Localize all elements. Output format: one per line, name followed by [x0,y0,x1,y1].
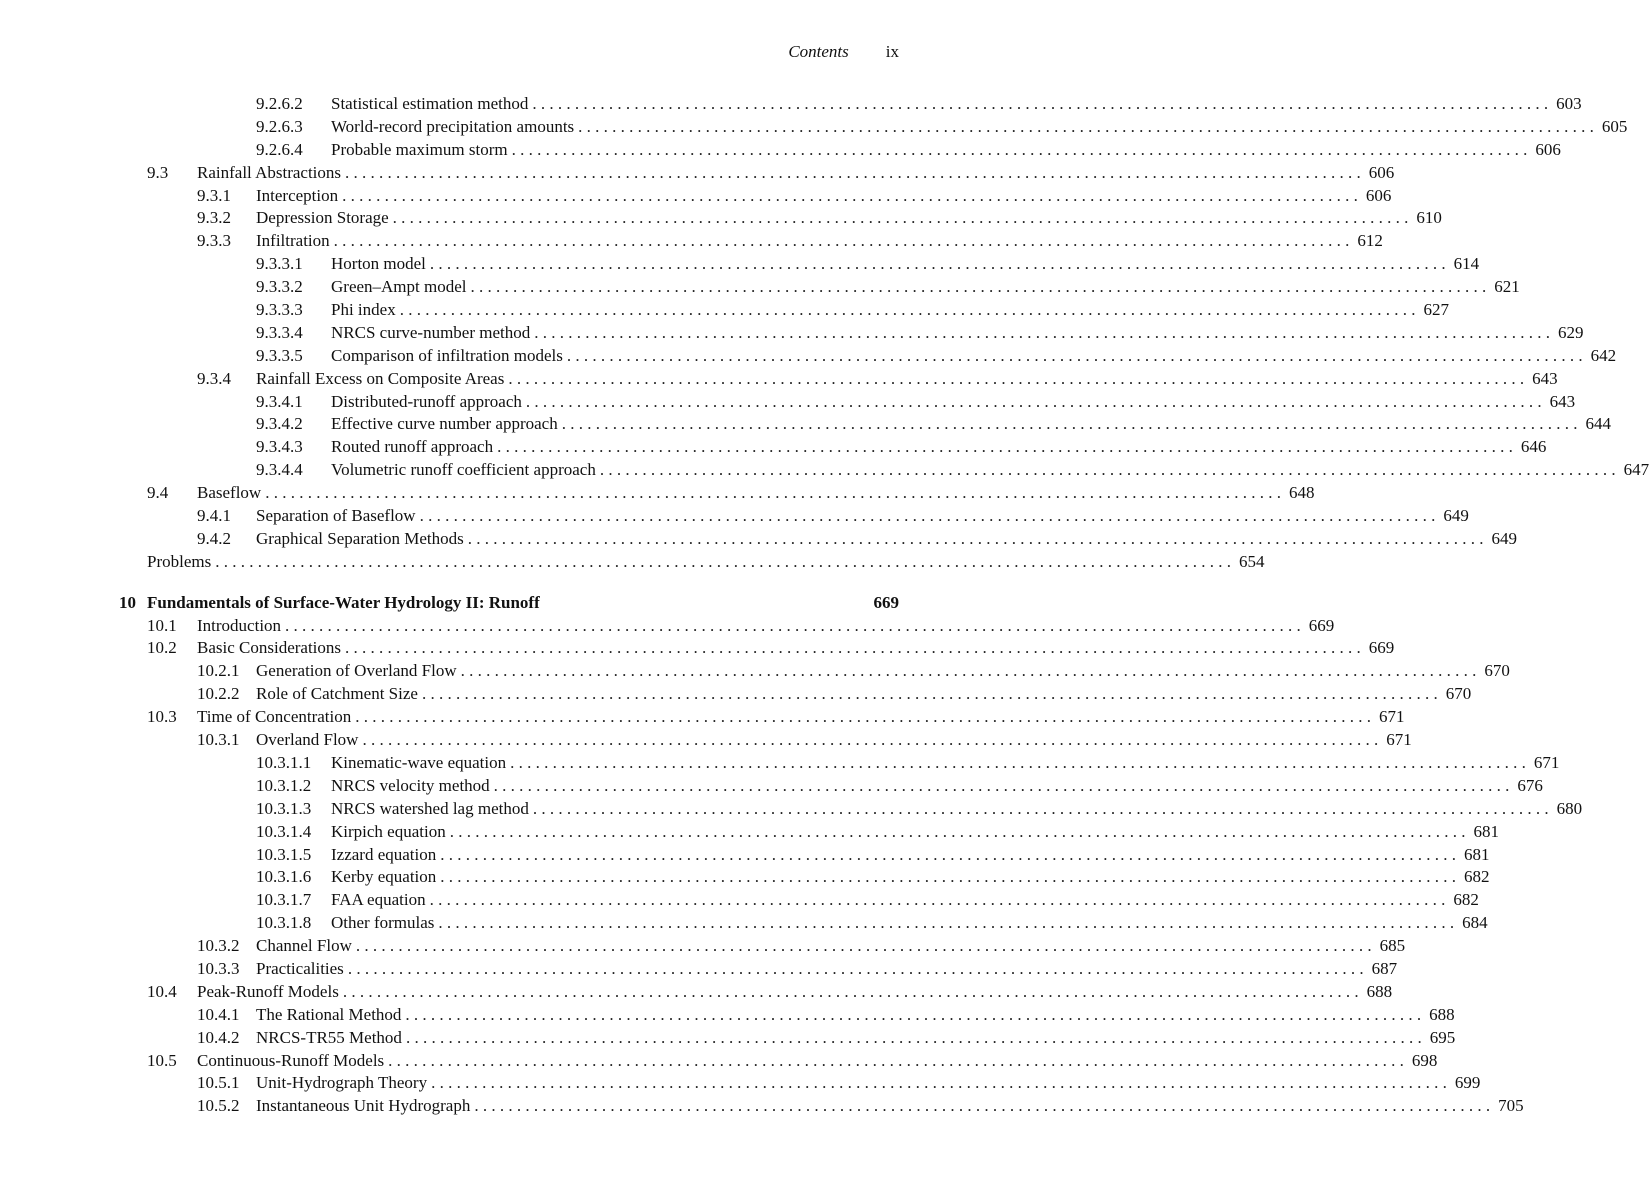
toc-entry-number: 9.3.3.3 [256,300,303,320]
toc-entry-page: 670 [1445,684,1472,704]
dot-leader: . . . . . . . . . . . . . . . . . . . . . . . . . . . . . . . . . . . . . . . . . . . . . . . . . . . . . . . . . . . . . . . . . . . . . . . . . . . . . . . . . . . . . . . . . . . . . . . . . . . . . . . . . . . . . . . . . . . . . . . . [405,1004,1422,1024]
toc-entry[interactable] [0,93,1582,116]
dot-leader: . . . . . . . . . . . . . . . . . . . . . . . . . . . . . . . . . . . . . . . . . . . . . . . . . . . . . . . . . . . . . . . . . . . . . . . . . . . . . . . . . . . . . . . . . . . . . . . . . . . . . . . . . . . . . . . . . . . . . . . . [510,752,1526,772]
toc-entry-number: 10.2.1 [197,661,240,681]
toc-entry-number: 10 [119,592,136,612]
toc-entry-number: 10.3.1.4 [256,821,312,841]
toc-entry-number: 10.3.1.6 [256,867,312,887]
toc-entry-page: 688 [1366,981,1393,1001]
toc-entry[interactable] [0,683,1472,706]
toc-entry-number: 10.4 [147,981,177,1001]
toc-entry-title: Phi index [331,299,400,322]
toc-entry-number: 10.2 [147,638,177,658]
toc-entry-page: 680 [1556,798,1583,818]
toc-entry-number: 9.3.3.2 [256,277,303,297]
toc-entry-title: NRCS curve-number method [331,322,534,345]
toc-entry-page: 671 [1386,730,1412,750]
toc-entry[interactable] [0,413,1611,436]
toc-entry-title: Generation of Overland Flow [256,660,461,683]
toc-entry-page: 654 [1238,551,1265,571]
toc-entry[interactable] [0,139,1561,162]
toc-entry[interactable] [0,775,1543,798]
toc-entry[interactable] [0,821,1499,844]
toc-entry[interactable] [0,660,1510,683]
toc-entry-number: 9.3 [147,162,169,182]
toc-entry-page: 610 [1416,208,1442,228]
toc-entry-page: 682 [1464,867,1490,887]
toc-entry-title: Interception [256,185,342,208]
toc-entry-title: Peak-Runoff Models [197,981,343,1004]
toc-entry-page: 671 [1379,707,1405,727]
dot-leader: . . . . . . . . . . . . . . . . . . . . . . . . . . . . . . . . . . . . . . . . . . . . . . . . . . . . . . . . . . . . . . . . . . . . . . . . . . . . . . . . . . . . . . . . . . . . . . . . . . . . . . . . . . . . . . . . . . . . . . . . [429,890,1446,910]
running-header [788,42,899,62]
toc-entry-title: Infiltration [256,230,334,253]
toc-entry-page: 685 [1379,936,1406,956]
toc-entry-number: 9.2.6.3 [256,116,303,136]
dot-leader: . . . . . . . . . . . . . . . . . . . . . . . . . . . . . . . . . . . . . . . . . . . . . . . . . . . . . . . . . . . . . . . . . . . . . . . . . . . . . . . . . . . . . . . . . . . . . . . . . . . . . . . . . . . . . . . . . . . . . . . . [388,1050,1404,1070]
dot-leader: . . . . . . . . . . . . . . . . . . . . . . . . . . . . . . . . . . . . . . . . . . . . . . . . . . . . . . . . . . . . . . . . . . . . . . . . . . . . . . . . . . . . . . . . . . . . . . . . . . . . . . . . . . . . . . . . . . . . . . . . [460,661,1477,681]
toc-entry-title: Routed runoff approach [331,436,497,459]
toc-entry[interactable] [0,207,1442,230]
toc-entry[interactable] [0,912,1488,935]
dot-leader: . . . . . . . . . . . . . . . . . . . . . . . . . . . . . . . . . . . . . . . . . . . . . . . . . . . . . . . . . . . . . . . . . . . . . . . . . . . . . . . . . . . . . . . . . . . . . . . . . . . . . . . . . . . . . . . . . . . . . . . . [392,208,1409,228]
dot-leader: . . . . . . . . . . . . . . . . . . . . . . . . . . . . . . . . . . . . . . . . . . . . . . . . . . . . . . . . . . . . . . . . . . . . . . . . . . . . . . . . . . . . . . . . . . . . . . . . . . . . . . . . . . . . . . . . . . . . . . . . [561,414,1578,434]
toc-entry-number: 9.3.1 [197,185,231,205]
table-of-contents [0,93,1649,1118]
toc-entry[interactable] [0,958,1398,981]
toc-entry-page: 606 [1365,185,1392,205]
dot-leader: . . . . . . . . . . . . . . . . . . . . . . . . . . . . . . . . . . . . . . . . . . . . . . . . . . . . . . . . . . . . . . . . . . . . . . . . . . . . . . . . . . . . . . . . . . . . . . . . . . . . . . . . . . . . . . . . . . . . . . . . [508,368,1525,388]
toc-entry-number: 10.4.2 [197,1027,240,1047]
toc-entry-number: 10.3 [147,707,177,727]
toc-entry[interactable] [0,844,1490,867]
dot-leader: . . . . . . . . . . . . . . . . . . . . . . . . . . . . . . . . . . . . . . . . . . . . . . . . . . . . . . . . . . . . . . . . . . . . . . . . . . . . . . . . . . . . . . . . . . . . . . . . . . . . . . . . . . . . . . . . . . . . . . . . [493,775,1510,795]
toc-entry-page: 648 [1288,483,1315,503]
toc-entry-page: 649 [1443,506,1469,526]
toc-entry-title: Izzard equation [331,844,440,867]
toc-entry[interactable] [0,253,1480,276]
toc-entry-number: 9.3.4.2 [256,414,303,434]
dot-leader: . . . . . . . . . . . . . . . . . . . . . . . . . . . . . . . . . . . . . . . . . . . . . . . . . . . . . . . . . . . . . . . . . . . . . . . . . . . . . . . . . . . . . . . . . . . . . . . . . . . . . . . . . . . . . . . . . . . . . . . . [355,936,1372,956]
toc-entry-title: Statistical estimation method [331,93,532,116]
toc-entry-number: 9.2.6.4 [256,139,303,159]
dot-leader: . . . . . . . . . . . . . . . . . . . . . . . . . . . . . . . . . . . . . . . . . . . . . . . . . . . . . . . . . . . . . . . . . . . . . . . . . . . . . . . . . . . . . . . . . . . . . . . . . . . . . . . . . . . . . . . . . . . . . . . . [532,94,1549,113]
toc-entry-page: 614 [1453,254,1480,274]
toc-entry-title: Green–Ampt model [331,276,471,299]
toc-entry[interactable] [0,322,1584,345]
toc-entry-number: 9.3.2 [197,208,231,228]
toc-entry-page: 669 [873,592,899,612]
dot-leader: . . . . . . . . . . . . . . . . . . . . . . . . . . . . . . . . . . . . . . . . . . . . . . . . . . . . . . . . . . . . . . . . . . . . . . . . . . . . . . . . . . . . . . . . . . . . . . . . . . . . . . . . . . . . . . . . . . . . . . . . [470,277,1487,297]
toc-entry[interactable] [0,889,1479,912]
toc-entry-title: Kinematic-wave equation [331,752,510,775]
dot-leader: . . . . . . . . . . . . . . . . . . . . . . . . . . . . . . . . . . . . . . . . . . . . . . . . . . . . . . . . . . . . . . . . . . . . . . . . . . . . . . . . . . . . . . . . . . . . . . . . . . . . . . . . . . . . . . . . . . . . . . . . [438,913,1455,933]
toc-entry-page: 642 [1590,345,1617,365]
toc-entry-title: NRCS velocity method [331,775,494,798]
dot-leader: . . . . . . . . . . . . . . . . . . . . . . . . . . . . . . . . . . . . . . . . . . . . . . . . . . . . . . . . . . . . . . . . . . . . . . . . . . . . . . . . . . . . . . . . . . . . . . . . . . . . . . . . . . . . . . . . . . . . . . . . [399,300,1416,320]
dot-leader: . . . . . . . . . . . . . . . . . . . . . . . . . . . . . . . . . . . . . . . . . . . . . . . . . . . . . . . . . . . . . . . . . . . . . . . . . . . . . . . . . . . . . . . . . . . . . . . . . . . . . . . . . . . . . . . . . . . . . . . . [345,162,1361,182]
toc-entry-number: 10.3.1.3 [256,798,312,818]
toc-entry-number: 9.2.6.2 [256,94,303,113]
dot-leader: . . . . . . . . . . . . . . . . . . . . . . . . . . . . . . . . . . . . . . . . . . . . . . . . . . . . . . . . . . . . . . . . . . . . . . . . . . . . . . . . . . . . . . . . . . . . . . . . . . . . . . . . . . . . . . . . . . . . . . . . [511,139,1528,159]
toc-entry[interactable] [0,391,1576,414]
toc-entry-number: 10.3.3 [197,958,240,978]
dot-leader: . . . . . . . . . . . . . . . . . . . . . . . . . . . . . . . . . . . . . . . . . . . . . . . . . . . . . . . . . . . . . . . . . . . . . . . . . . . . . . . . . . . . . . . . . . . . . . . . . . . . . . . . . . . . . . . . . . . . . . . . [449,821,1466,841]
toc-entry[interactable] [0,230,1383,253]
toc-entry[interactable] [0,1072,1481,1095]
toc-entry[interactable] [0,752,1560,775]
toc-entry-page: 688 [1429,1004,1455,1024]
dot-leader: . . . . . . . . . . . . . . . . . . . . . . . . . . . . . . . . . . . . . . . . . . . . . . . . . . . . . . . . . . . . . . . . . . . . . . . . . . . . . . . . . . . . . . . . . . . . . . . . . . . . . . . . . . . . . . . . . . . . . . . . [431,1073,1447,1093]
dot-leader: . . . . . . . . . . . . . . . . . . . . . . . . . . . . . . . . . . . . . . . . . . . . . . . . . . . . . . . . . . . . . . . . . . . . . . . . . . . . . . . . . . . . . . . . . . . . . . . . . . . . . . . . . . . . . . . . . . . . . . . . [265,483,1281,503]
dot-leader: . . . . . . . . . . . . . . . . . . . . . . . . . . . . . . . . . . . . . . . . . . . . . . . . . . . . . . . . . . . . . . . . . . . . . . . . . . . . . . . . . . . . . . . . . . . . . . . . . . . . . . . . . . . . . . . . . . . . . . . . [467,528,1484,548]
toc-entry-title: Kirpich equation [331,821,450,844]
dot-leader: . . . . . . . . . . . . . . . . . . . . . . . . . . . . . . . . . . . . . . . . . . . . . . . . . . . . . . . . . . . . . . . . . . . . . . . . . . . . . . . . . . . . . . . . . . . . . . . . . . . . . . . . . . . . . . . . . . . . . . . . [405,1027,1422,1047]
toc-entry[interactable] [0,299,1449,322]
dot-leader: . . . . . . . . . . . . . . . . . . . . . . . . . . . . . . . . . . . . . . . . . . . . . . . . . . . . . . . . . . . . . . . . . . . . . . . . . . . . . . . . . . . . . . . . . . . . . . . . . . . . . . . . . . . . . . . . . . . . . . . . [285,615,1301,635]
toc-entry-page: 699 [1454,1073,1481,1093]
dot-leader: . . . . . . . . . . . . . . . . . . . . . . . . . . . . . . . . . . . . . . . . . . . . . . . . . . . . . . . . . . . . . . . . . . . . . . . . . . . . . . . . . . . . . . . . . . . . . . . . . . . . . . . . . . . . . . . . . . . . . . . . [355,707,1371,727]
toc-entry[interactable] [0,345,1617,368]
dot-leader: . . . . . . . . . . . . . . . . . . . . . . . . . . . . . . . . . . . . . . . . . . . . . . . . . . . . . . . . . . . . . . . . . . . . . . . . . . . . . . . . . . . . . . . . . . . . . . . . . . . . . . . . . . . . . . . . . . . . . . . . [333,231,1350,251]
running-header-title: Contents [788,42,849,61]
toc-entry[interactable] [0,798,1583,821]
toc-entry[interactable] [0,935,1406,958]
toc-entry[interactable] [0,706,1405,729]
toc-entry-title: NRCS-TR55 Method [256,1027,406,1050]
toc-entry-page: 606 [1368,162,1395,182]
toc-entry-title: Role of Catchment Size [256,683,422,706]
toc-entry-page: 621 [1494,277,1520,297]
toc-entry-number: 9.3.4.1 [256,391,303,411]
toc-entry[interactable] [0,185,1392,208]
toc-entry[interactable] [0,1050,1438,1073]
toc-entry[interactable] [0,276,1520,299]
dot-leader: . . . . . . . . . . . . . . . . . . . . . . . . . . . . . . . . . . . . . . . . . . . . . . . . . . . . . . . . . . . . . . . . . . . . . . . . . . . . . . . . . . . . . . . . . . . . . . . . . . . . . . . . . . . . . . . . . . . . . . . . [419,506,1436,526]
toc-entry[interactable] [0,116,1628,139]
toc-entry-title: Instantaneous Unit Hydrograph [256,1095,474,1118]
toc-entry-number: 10.5 [147,1050,177,1070]
toc-entry-title: Problems [147,551,215,574]
toc-entry-title: Volumetric runoff coefficient approach [331,459,600,482]
toc-entry-title: Other formulas [331,912,438,935]
toc-entry-page: 649 [1491,528,1517,548]
toc-entry-page: 606 [1535,139,1561,159]
toc-entry[interactable] [0,162,1395,185]
toc-entry[interactable] [0,981,1393,1004]
dot-leader: . . . . . . . . . . . . . . . . . . . . . . . . . . . . . . . . . . . . . . . . . . . . . . . . . . . . . . . . . . . . . . . . . . . . . . . . . . . . . . . . . . . . . . . . . . . . . . . . . . . . . . . . . . . . . . . . . . . . . . . . [345,638,1361,658]
toc-entry-page: 627 [1423,300,1449,320]
toc-entry[interactable] [0,368,1558,391]
toc-entry-title: Rainfall Excess on Composite Areas [256,368,508,391]
running-header-page-number: ix [885,42,899,61]
toc-entry-title: Probable maximum storm [331,139,512,162]
toc-entry-page: 671 [1533,752,1560,772]
toc-entry[interactable] [0,637,1395,660]
toc-entry-number: 9.3.3.5 [256,345,303,365]
toc-entry-number: 10.3.1 [197,730,240,750]
dot-leader: . . . . . . . . . . . . . . . . . . . . . . . . . . . . . . . . . . . . . . . . . . . . . . . . . . . . . . . . . . . . . . . . . . . . . . . . . . . . . . . . . . . . . . . . . . . . . . . . . . . . . . . . . . . . . . . . . . . . . . . . [429,254,1446,274]
toc-chapter-entry[interactable] [0,592,960,615]
toc-entry-number: 9.4.2 [197,528,231,548]
toc-entry-page: 682 [1453,890,1479,910]
toc-entry-page: 681 [1464,844,1490,864]
toc-entry[interactable] [0,551,1265,574]
toc-entry-number: 9.4 [147,483,169,503]
dot-leader: . . . . . . . . . . . . . . . . . . . . . . . . . . . . . . . . . . . . . . . . . . . . . . . . . . . . . . . . . . . . . . . . . . . . . . . . . . . . . . . . . . . . . . . . . . . . . . . . . . . . . . . . . . . . . . . . . . . . . . . . [474,1096,1491,1116]
toc-entry[interactable] [0,1095,1524,1118]
toc-entry[interactable] [0,615,1335,638]
toc-entry-page: 698 [1411,1050,1438,1070]
toc-entry-number: 10.4.1 [197,1004,240,1024]
toc-entry-title: Practicalities [256,958,348,981]
toc-entry-title: Basic Considerations [197,637,345,660]
toc-entry[interactable] [0,1004,1455,1027]
toc-entry[interactable] [0,866,1490,889]
toc-entry-title: Channel Flow [256,935,356,958]
toc-entry-page: 687 [1371,958,1398,978]
toc-entry-title: Continuous-Runoff Models [197,1050,388,1073]
toc-entry-page: 695 [1429,1027,1456,1047]
toc-entry-page: 684 [1462,913,1488,933]
toc-entry-number: 10.1 [147,615,177,635]
toc-entry-number: 10.3.2 [197,936,240,956]
toc-entry-number: 9.3.4.4 [256,460,303,480]
toc-entry-title: FAA equation [331,889,430,912]
dot-leader: . . . . . . . . . . . . . . . . . . . . . . . . . . . . . . . . . . . . . . . . . . . . . . . . . . . . . . . . . . . . . . . . . . . . . . . . . . . . . . . . . . . . . . . . . . . . . . . . . . . . . . . . . . . . . . . . . . . . . . . . [525,391,1542,411]
dot-leader: . . . . . . . . . . . . . . . . . . . . . . . . . . . . . . . . . . . . . . . . . . . . . . . . . . . . . . . . . . . . . . . . . . . . . . . . . . . . . . . . . . . . . . . . . . . . . . . . . . . . . . . . . . . . . . . . . . . . . . . . [421,684,1438,704]
dot-leader: . . . . . . . . . . . . . . . . . . . . . . . . . . . . . . . . . . . . . . . . . . . . . . . . . . . . . . . . . . . . . . . . . . . . . . . . . . . . . . . . . . . . . . . . . . . . . . . . . . . . . . . . . . . . . . . . . . . . . . . . [342,981,1359,1001]
dot-leader: . . . . . . . . . . . . . . . . . . . . . . . . . . . . . . . . . . . . . . . . . . . . . . . . . . . . . . . . . . . . . . . . . . . . . . . . . . . . . . . . . . . . . . . . . . . . . . . . . . . . . . . . . . . . . . . . . . . . . . . . [534,322,1550,342]
toc-entry-page: 669 [1368,638,1395,658]
toc-entry-title: Graphical Separation Methods [256,528,468,551]
toc-entry-number: 9.3.4.3 [256,437,303,457]
toc-entry-page: 605 [1601,116,1628,136]
toc-entry-number: 10.3.1.2 [256,775,312,795]
toc-entry-number: 10.2.2 [197,684,240,704]
toc-entry-number: 9.4.1 [197,506,231,526]
dot-leader: . . . . . . . . . . . . . . . . . . . . . . . . . . . . . . . . . . . . . . . . . . . . . . . . . . . . . . . . . . . . . . . . . . . . . . . . . . . . . . . . . . . . . . . . . . . . . . . . . . . . . . . . . . . . . . . . . . . . . . . . [362,730,1379,750]
dot-leader: . . . . . . . . . . . . . . . . . . . . . . . . . . . . . . . . . . . . . . . . . . . . . . . . . . . . . . . . . . . . . . . . . . . . . . . . . . . . . . . . . . . . . . . . . . . . . . . . . . . . . . . . . . . . . . . . . . . . . . . . [599,460,1616,480]
toc-entry[interactable] [0,482,1315,505]
toc-entry-number: 9.3.3.4 [256,322,303,342]
toc-entry-title: Distributed-runoff approach [331,391,526,414]
toc-entry-title: Horton model [331,253,430,276]
toc-entry-page: 629 [1558,322,1584,342]
toc-entry-page: 705 [1498,1096,1524,1116]
toc-entry-page: 647 [1623,460,1649,480]
toc-entry-page: 643 [1549,391,1576,411]
toc-entry-number: 10.3.1.1 [256,752,312,772]
toc-entry-title: Rainfall Abstractions [197,162,345,185]
toc-entry[interactable] [0,505,1469,528]
toc-entry-page: 646 [1520,437,1547,457]
toc-entry-number: 10.3.1.5 [256,844,312,864]
toc-entry-title: NRCS watershed lag method [331,798,533,821]
toc-entry-number: 9.3.4 [197,368,231,388]
toc-entry-page: 669 [1308,615,1335,635]
toc-entry-number: 9.3.3.1 [256,254,303,274]
toc-entry-title: Depression Storage [256,207,393,230]
dot-leader: . . . . . . . . . . . . . . . . . . . . . . . . . . . . . . . . . . . . . . . . . . . . . . . . . . . . . . . . . . . . . . . . . . . . . . . . . . . . . . . . . . . . . . . . . . . . . . . . . . . . . . . . . . . . . . . . . . . . . . . . [215,551,1231,571]
toc-entry-title: Kerby equation [331,866,440,889]
toc-entry-title: Introduction [197,615,285,638]
toc-entry-title: Separation of Baseflow [256,505,420,528]
toc-entry[interactable] [0,436,1547,459]
toc-entry-title: Time of Concentration [197,706,355,729]
toc-entry-number: 10.5.1 [197,1073,240,1093]
toc-entry[interactable] [0,729,1412,752]
toc-entry-page: 670 [1484,661,1510,681]
toc-entry-page: 603 [1556,94,1582,113]
chapter-gap [0,574,960,592]
dot-leader: . . . . . . . . . . . . . . . . . . . . . . . . . . . . . . . . . . . . . . . . . . . . . . . . . . . . . . . . . . . . . . . . . . . . . . . . . . . . . . . . . . . . . . . . . . . . . . . . . . . . . . . . . . . . . . . . . . . . . . . . [342,185,1358,205]
dot-leader: . . . . . . . . . . . . . . . . . . . . . . . . . . . . . . . . . . . . . . . . . . . . . . . . . . . . . . . . . . . . . . . . . . . . . . . . . . . . . . . . . . . . . . . . . . . . . . . . . . . . . . . . . . . . . . . . . . . . . . . . [347,958,1364,978]
toc-entry-number: 10.3.1.8 [256,913,312,933]
toc-entry-title: Fundamentals of Surface-Water Hydrology II: Runoff [147,592,544,615]
toc-entry-page: 644 [1585,414,1611,434]
toc-entry-number: 10.5.2 [197,1096,240,1116]
toc-entry-title: Comparison of infiltration models [331,345,567,368]
toc-entry-page: 643 [1532,368,1558,388]
dot-leader: . . . . . . . . . . . . . . . . . . . . . . . . . . . . . . . . . . . . . . . . . . . . . . . . . . . . . . . . . . . . . . . . . . . . . . . . . . . . . . . . . . . . . . . . . . . . . . . . . . . . . . . . . . . . . . . . . . . . . . . . [532,798,1549,818]
toc-entry-number: 10.3.1.7 [256,890,312,910]
toc-entry[interactable] [0,528,1517,551]
toc-entry-title: Effective curve number approach [331,413,562,436]
toc-entry[interactable] [0,1027,1456,1050]
toc-entry-title: World-record precipitation amounts [331,116,578,139]
toc-entry[interactable] [0,459,1649,482]
dot-leader: . . . . . . . . . . . . . . . . . . . . . . . . . . . . . . . . . . . . . . . . . . . . . . . . . . . . . . . . . . . . . . . . . . . . . . . . . . . . . . . . . . . . . . . . . . . . . . . . . . . . . . . . . . . . . . . . . . . . . . . . [440,867,1457,887]
dot-leader: . . . . . . . . . . . . . . . . . . . . . . . . . . . . . . . . . . . . . . . . . . . . . . . . . . . . . . . . . . . . . . . . . . . . . . . . . . . . . . . . . . . . . . . . . . . . . . . . . . . . . . . . . . . . . . . . . . . . . . . . [578,116,1594,136]
toc-entry-title: Overland Flow [256,729,362,752]
dot-leader: . . . . . . . . . . . . . . . . . . . . . . . . . . . . . . . . . . . . . . . . . . . . . . . . . . . . . . . . . . . . . . . . . . . . . . . . . . . . . . . . . . . . . . . . . . . . . . . . . . . . . . . . . . . . . . . . . . . . . . . . [440,844,1456,864]
toc-entry-page: 612 [1357,231,1383,251]
toc-entry-page: 681 [1473,821,1499,841]
dot-leader: . . . . . . . . . . . . . . . . . . . . . . . . . . . . . . . . . . . . . . . . . . . . . . . . . . . . . . . . . . . . . . . . . . . . . . . . . . . . . . . . . . . . . . . . . . . . . . . . . . . . . . . . . . . . . . . . . . . . . . . . [497,437,1513,457]
toc-entry-page: 676 [1517,775,1543,795]
toc-entry-title: Unit-Hydrograph Theory [256,1072,431,1095]
dot-leader: . . . . . . . . . . . . . . . . . . . . . . . . . . . . . . . . . . . . . . . . . . . . . . . . . . . . . . . . . . . . . . . . . . . . . . . . . . . . . . . . . . . . . . . . . . . . . . . . . . . . . . . . . . . . . . . . . . . . . . . . [566,345,1583,365]
toc-entry-title: The Rational Method [256,1004,405,1027]
toc-entry-title: Baseflow [197,482,265,505]
toc-entry-number: 9.3.3 [197,231,231,251]
